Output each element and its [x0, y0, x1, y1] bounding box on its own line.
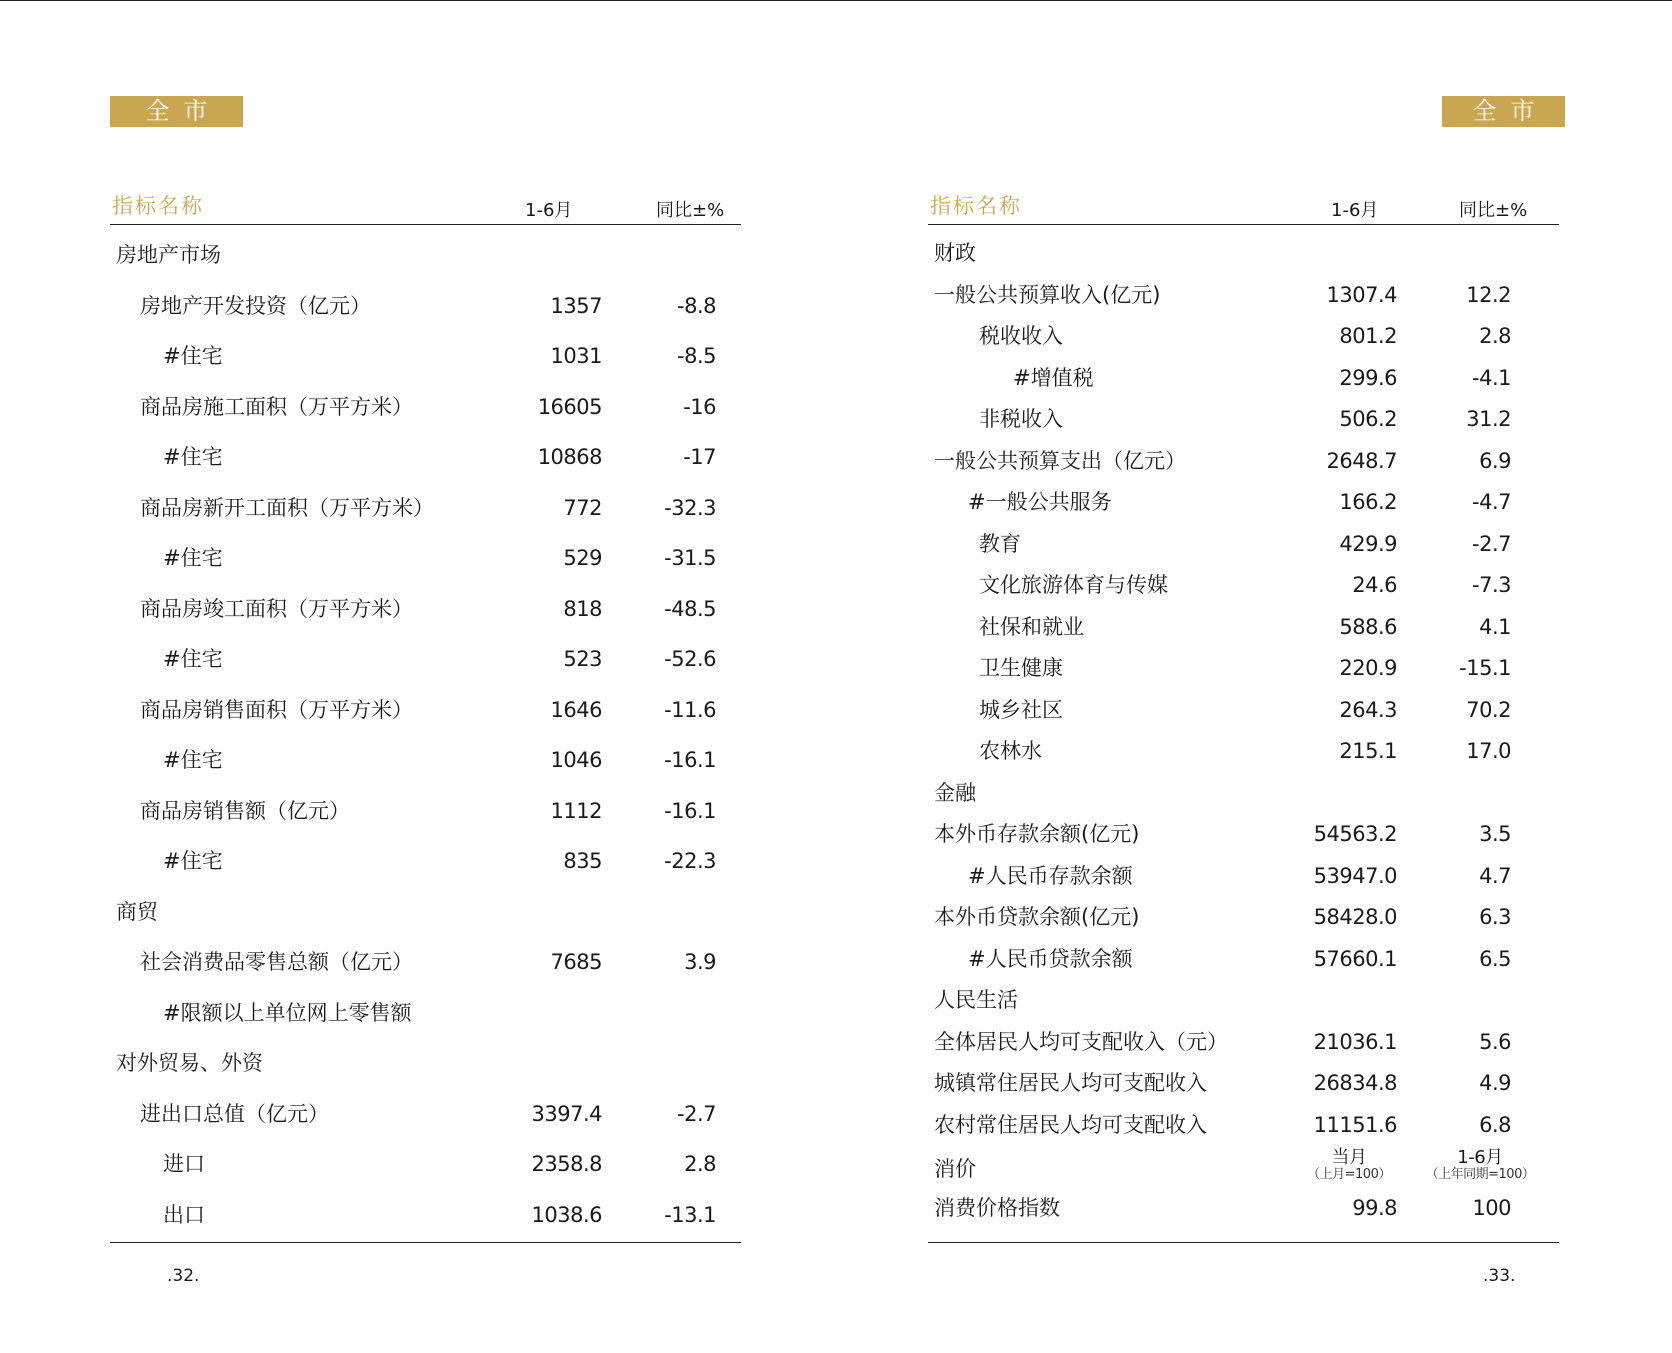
row-value-period: 53947.0 — [1313, 863, 1397, 888]
row-value-period: 523 — [563, 647, 602, 671]
table-row — [928, 902, 1559, 938]
table-row — [928, 404, 1559, 440]
table-row — [928, 861, 1559, 897]
row-value-yoy: -48.5 — [664, 596, 716, 621]
row-value-period: 772 — [563, 495, 602, 520]
table-row — [928, 487, 1559, 523]
row-name: 农村常住居民人均可支配收入 — [934, 1112, 1207, 1137]
cpi-row — [928, 1193, 1559, 1229]
page-number: .33. — [1483, 1266, 1516, 1286]
row-name: 商品房销售面积（万平方米） — [140, 697, 413, 722]
row-name: 一般公共预算支出（亿元） — [934, 448, 1186, 473]
table-row — [110, 392, 741, 428]
cpi-col2-sub: （上年同期=100） — [1425, 1167, 1535, 1182]
row-name: 进口 — [163, 1152, 205, 1176]
row-name: #人民币存款余额 — [968, 863, 1133, 888]
row-name: 商品房新开工面积（万平方米） — [140, 495, 434, 520]
row-value-yoy: -8.5 — [677, 344, 716, 368]
row-value-period: 3397.4 — [531, 1101, 602, 1126]
row-value-yoy: 3.9 — [684, 950, 716, 974]
row-name: 一般公共预算收入(亿元) — [934, 282, 1161, 307]
page-number: .32. — [167, 1266, 200, 1286]
row-name: 房地产市场 — [116, 243, 221, 267]
row-name: 人民生活 — [934, 988, 1018, 1012]
table-row — [928, 529, 1559, 565]
header-yoy: 同比±% — [1459, 200, 1528, 221]
row-value-yoy: 70.2 — [1466, 697, 1511, 722]
header-period: 1-6月 — [1331, 200, 1379, 221]
row-value-period: 801.2 — [1339, 324, 1397, 348]
row-value-yoy: -2.7 — [677, 1101, 716, 1126]
row-value-yoy: -16.1 — [664, 748, 716, 772]
row-value-yoy: 31.2 — [1466, 407, 1511, 431]
table-row — [928, 736, 1559, 772]
row-name: #住宅 — [163, 647, 223, 671]
row-name: 文化旅游体育与传媒 — [979, 573, 1168, 597]
table-row — [110, 493, 741, 529]
table-row — [110, 291, 741, 327]
cpi-header-row — [928, 1148, 1559, 1192]
row-value-yoy: -13.1 — [664, 1202, 716, 1227]
row-name: #住宅 — [163, 748, 223, 772]
table-row — [110, 594, 741, 630]
row-name: 农林水 — [979, 739, 1042, 763]
table-header — [928, 188, 1559, 225]
row-name: 消费价格指数 — [934, 1196, 1060, 1220]
row-value-period: 506.2 — [1339, 407, 1397, 431]
row-name: 出口 — [163, 1202, 205, 1227]
row-value-period: 58428.0 — [1313, 905, 1397, 929]
table-row — [110, 796, 741, 832]
row-value-period: 57660.1 — [1313, 946, 1397, 971]
row-value-yoy: -4.1 — [1472, 365, 1511, 390]
table-row — [928, 1068, 1559, 1104]
row-name: #住宅 — [163, 849, 223, 873]
row-name: 房地产开发投资（亿元） — [140, 293, 371, 318]
section-badge-right: 全市 — [1442, 96, 1565, 127]
row-value-period: 1038.6 — [531, 1202, 602, 1227]
row-value-period: 166.2 — [1339, 490, 1397, 514]
table-row — [928, 446, 1559, 482]
table-row — [928, 321, 1559, 357]
row-name: #人民币贷款余额 — [968, 946, 1133, 971]
row-value-yoy: 6.8 — [1479, 1112, 1511, 1137]
row-value-yoy: 6.3 — [1479, 905, 1511, 929]
row-value-period: 11151.6 — [1313, 1112, 1397, 1137]
row-name: #限额以上单位网上零售额 — [163, 1000, 412, 1025]
table-row — [928, 695, 1559, 731]
row-value-yoy: 4.9 — [1479, 1071, 1511, 1095]
top-border — [0, 0, 1672, 1]
cpi-col1-sub: （上月=100） — [1307, 1167, 1391, 1182]
table-row — [928, 819, 1559, 855]
table-row — [928, 280, 1559, 316]
header-indicator-name: 指标名称 — [112, 194, 204, 218]
row-value-yoy: 6.9 — [1479, 448, 1511, 473]
table-row — [110, 1048, 741, 1084]
table-row — [928, 1027, 1559, 1063]
table-row — [110, 1200, 741, 1236]
row-value-period: 1307.4 — [1326, 282, 1397, 307]
row-name: 城乡社区 — [979, 697, 1063, 722]
table-row — [928, 238, 1559, 274]
row-value-yoy: 2.8 — [1479, 324, 1511, 348]
row-value-period: 21036.1 — [1313, 1029, 1397, 1054]
table-row — [110, 846, 741, 882]
table-row — [110, 745, 741, 781]
table-row — [110, 341, 741, 377]
row-name: 商贸 — [116, 899, 158, 924]
row-value-period: 1046 — [550, 748, 602, 772]
row-value-yoy: 17.0 — [1466, 739, 1511, 763]
row-value-yoy: 100 — [1472, 1196, 1511, 1220]
table-row — [110, 695, 741, 731]
row-value-period: 1357 — [550, 293, 602, 318]
cpi-col2 — [1405, 1148, 1555, 1182]
table-row — [928, 612, 1559, 648]
row-value-period: 2358.8 — [531, 1152, 602, 1176]
table-row — [928, 363, 1559, 399]
row-value-yoy: -2.7 — [1472, 531, 1511, 556]
cpi-col1-label: 当月 — [1331, 1147, 1367, 1168]
row-value-yoy: -8.8 — [677, 293, 716, 318]
row-name: 社会消费品零售总额（亿元） — [140, 950, 413, 974]
table-row — [110, 947, 741, 983]
row-value-yoy: -22.3 — [664, 849, 716, 873]
row-value-period: 299.6 — [1339, 365, 1397, 390]
row-value-yoy: -16.1 — [664, 798, 716, 823]
row-name: 进出口总值（亿元） — [140, 1101, 329, 1126]
row-value-period: 1112 — [550, 798, 602, 823]
row-value-period: 1031 — [550, 344, 602, 368]
row-value-period: 1646 — [550, 697, 602, 722]
row-value-period: 7685 — [550, 950, 602, 974]
row-value-yoy: -31.5 — [664, 546, 716, 570]
row-value-yoy: -4.7 — [1472, 490, 1511, 514]
row-name: 商品房销售额（亿元） — [140, 798, 350, 823]
header-period: 1-6月 — [525, 200, 573, 221]
section-badge-left: 全市 — [110, 96, 243, 127]
row-name: 社保和就业 — [979, 614, 1084, 639]
row-name: 本外币贷款余额(亿元) — [934, 905, 1140, 929]
row-value-yoy: -7.3 — [1472, 573, 1511, 597]
table-bottom-rule — [928, 1242, 1559, 1243]
row-value-period: 529 — [563, 546, 602, 570]
table-bottom-rule — [110, 1242, 741, 1243]
row-value-yoy: 4.1 — [1479, 614, 1511, 639]
row-name: 金融 — [934, 780, 976, 805]
row-value-period: 220.9 — [1339, 656, 1397, 680]
row-value-yoy: -17 — [683, 445, 716, 469]
row-value-yoy: 2.8 — [684, 1152, 716, 1176]
table-row — [110, 998, 741, 1034]
row-value-yoy: -16 — [683, 394, 716, 419]
row-value-period: 264.3 — [1339, 697, 1397, 722]
table-row — [928, 570, 1559, 606]
row-value-period: 10868 — [537, 445, 602, 469]
table-row — [110, 543, 741, 579]
table-row — [110, 240, 741, 276]
header-yoy: 同比±% — [656, 200, 725, 221]
row-value-period: 24.6 — [1352, 573, 1397, 597]
row-value-period: 429.9 — [1339, 531, 1397, 556]
cpi-col1 — [1289, 1148, 1409, 1182]
row-name: 消价 — [934, 1157, 976, 1181]
table-row — [928, 1110, 1559, 1146]
row-value-yoy: -32.3 — [664, 495, 716, 520]
header-indicator-name: 指标名称 — [930, 194, 1022, 218]
row-name: #住宅 — [163, 546, 223, 570]
row-name: #住宅 — [163, 445, 223, 469]
row-name: 非税收入 — [979, 407, 1063, 431]
table-row — [928, 653, 1559, 689]
row-value-yoy: -11.6 — [664, 697, 716, 722]
table-row — [928, 778, 1559, 814]
table-row — [110, 442, 741, 478]
row-value-yoy: 4.7 — [1479, 863, 1511, 888]
table-row — [110, 897, 741, 933]
table-row — [110, 1149, 741, 1185]
row-value-yoy: -52.6 — [664, 647, 716, 671]
row-value-period: 16605 — [537, 394, 602, 419]
row-value-yoy: 6.5 — [1479, 946, 1511, 971]
row-name: 城镇常住居民人均可支配收入 — [934, 1071, 1207, 1095]
row-value-period: 2648.7 — [1326, 448, 1397, 473]
row-name: 财政 — [934, 241, 976, 265]
row-name: #增值税 — [1013, 365, 1094, 390]
cpi-col2-label: 1-6月 — [1457, 1147, 1503, 1168]
row-value-yoy: 3.5 — [1479, 822, 1511, 846]
table-header — [110, 188, 741, 225]
table-row — [928, 985, 1559, 1021]
row-name: 商品房竣工面积（万平方米） — [140, 596, 413, 621]
row-value-period: 26834.8 — [1313, 1071, 1397, 1095]
row-value-period: 99.8 — [1352, 1196, 1397, 1220]
row-name: 全体居民人均可支配收入（元） — [934, 1029, 1228, 1054]
row-value-period: 588.6 — [1339, 614, 1397, 639]
row-value-yoy: 5.6 — [1479, 1029, 1511, 1054]
row-name: 税收收入 — [979, 324, 1063, 348]
row-value-period: 818 — [563, 596, 602, 621]
table-row — [928, 944, 1559, 980]
row-name: 对外贸易、外资 — [116, 1051, 263, 1075]
table-row — [110, 644, 741, 680]
row-value-yoy: 12.2 — [1466, 282, 1511, 307]
row-value-period: 215.1 — [1339, 739, 1397, 763]
row-name: 教育 — [979, 531, 1021, 556]
row-name: 本外币存款余额(亿元) — [934, 822, 1140, 846]
row-value-period: 54563.2 — [1313, 822, 1397, 846]
row-value-period: 835 — [563, 849, 602, 873]
row-value-yoy: -15.1 — [1459, 656, 1511, 680]
row-name: 卫生健康 — [979, 656, 1063, 680]
row-name: 商品房施工面积（万平方米） — [140, 394, 413, 419]
row-name: #一般公共服务 — [968, 490, 1112, 514]
table-row — [110, 1099, 741, 1135]
row-name: #住宅 — [163, 344, 223, 368]
